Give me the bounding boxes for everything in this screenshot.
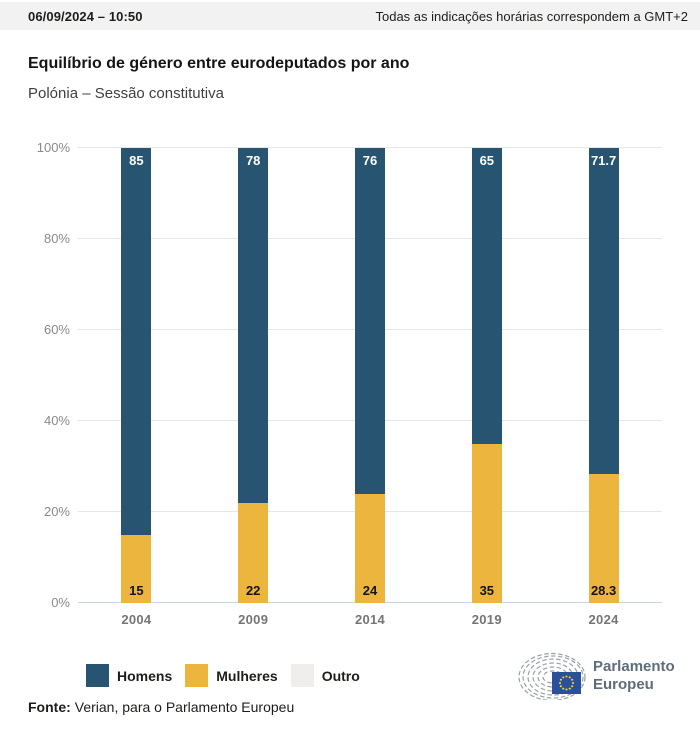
source-label: Fonte:	[28, 699, 71, 715]
bar-2009	[238, 148, 268, 603]
header-datetime: 06/09/2024 – 10:50	[28, 8, 143, 24]
bar-value-mulheres-2004: 15	[129, 583, 144, 598]
y-tick-label: 60%	[43, 322, 70, 337]
bar-2024	[589, 148, 619, 603]
source-text: Verian, para o Parlamento Europeu	[74, 699, 295, 715]
x-tick-label-2009: 2009	[238, 612, 269, 627]
bar-segment-mulheres-2009	[238, 503, 268, 603]
bar-segment-mulheres-2024	[589, 474, 619, 603]
bar-2014	[355, 148, 385, 603]
source-note	[28, 699, 294, 715]
x-tick-label-2004: 2004	[121, 612, 152, 627]
bar-segment-mulheres-2004	[121, 535, 151, 603]
stacked-bar-chart	[78, 148, 662, 603]
bar-segment-homens-2014	[355, 148, 385, 494]
bar-value-homens-2024: 71.7	[590, 153, 617, 168]
y-tick-label: 40%	[43, 413, 70, 428]
bar-value-mulheres-2014: 24	[362, 582, 378, 598]
bar-segment-mulheres-2019	[472, 444, 502, 603]
bar-segment-homens-2019	[472, 148, 502, 444]
bar-segment-homens-2024	[589, 148, 619, 474]
y-tick-label: 0%	[51, 595, 70, 610]
bar-value-mulheres-2024: 28.3	[590, 582, 617, 598]
header-timezone-note: Todas as indicações horárias correspondem a GMT+2	[375, 8, 688, 24]
legend-label-mulheres: Mulheres	[216, 667, 278, 684]
x-tick-label-2019: 2019	[471, 612, 502, 627]
legend-item-homens[interactable]	[86, 664, 172, 687]
x-tick-label-2024: 2024	[588, 612, 619, 627]
legend-swatch-outro	[291, 664, 314, 687]
bar-segment-mulheres-2014	[355, 494, 385, 603]
legend-label-homens: Homens	[117, 667, 173, 684]
header-bar	[0, 2, 700, 30]
page-subtitle: Polónia – Sessão constitutiva	[28, 85, 224, 102]
bar-value-homens-2014: 76	[362, 153, 378, 168]
logo-wordmark-line2: Europeu	[593, 676, 654, 693]
page-title: Equilíbrio de género entre eurodeputados por ano	[28, 55, 410, 72]
bar-2019	[472, 148, 502, 603]
hemicycle-eu-flag-icon	[518, 652, 588, 700]
legend-label-outro: Outro	[321, 667, 360, 684]
bar-segment-homens-2009	[238, 148, 268, 503]
bar-value-mulheres-2009: 22	[245, 582, 261, 598]
bar-value-homens-2019: 65	[479, 153, 495, 168]
bar-value-mulheres-2019: 35	[479, 583, 495, 598]
x-tick-label-2014: 2014	[354, 612, 386, 627]
legend-item-outro[interactable]	[291, 664, 360, 687]
y-tick-label: 80%	[43, 231, 70, 246]
bar-value-homens-2009: 78	[245, 153, 261, 168]
logo-wordmark-line1: Parlamento	[593, 658, 675, 675]
logo-wordmark	[593, 658, 675, 694]
y-tick-label: 20%	[43, 504, 70, 519]
european-parliament-logo	[518, 652, 675, 700]
legend-swatch-homens	[86, 664, 109, 687]
legend-item-mulheres[interactable]	[185, 664, 277, 687]
bar-2004	[121, 148, 151, 603]
bar-value-homens-2004: 85	[129, 153, 144, 168]
bar-segment-homens-2004	[121, 148, 151, 535]
legend-swatch-mulheres	[185, 664, 208, 687]
y-tick-label: 100%	[36, 140, 70, 155]
chart-legend	[86, 664, 360, 687]
